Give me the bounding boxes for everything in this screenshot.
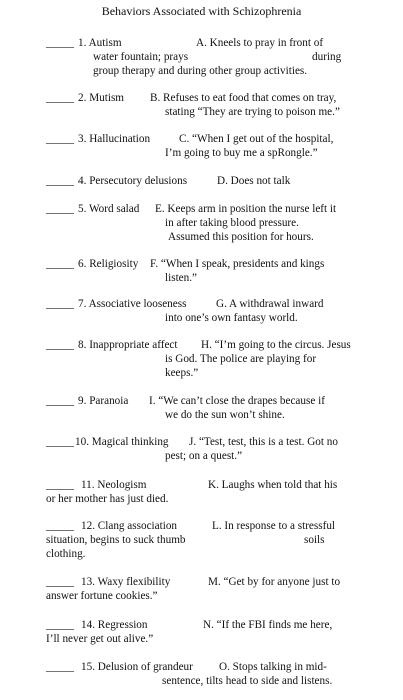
- term-5: 5. Word salad: [78, 203, 140, 215]
- term-1: 1. Autism: [78, 37, 122, 49]
- definition-o-line-1: O. Stops talking in mid-: [219, 661, 327, 673]
- answer-blank-7[interactable]: _____: [46, 298, 74, 310]
- answer-blank-4[interactable]: _____: [46, 175, 74, 187]
- definition-c-line-2: I’m going to buy me a spRongle.”: [165, 147, 318, 159]
- answer-blank-11[interactable]: _____: [46, 479, 74, 491]
- answer-blank-2[interactable]: _____: [46, 92, 74, 104]
- definition-h-line-1: H. “I’m going to the circus. Jesus: [201, 339, 351, 351]
- definition-m-line-2: answer fortune cookies.”: [46, 590, 158, 602]
- definition-i-line-2: we do the sun won’t shine.: [165, 409, 285, 421]
- term-9: 9. Paranoia: [78, 395, 129, 407]
- definition-a-line-3: during: [312, 51, 342, 63]
- answer-blank-12[interactable]: _____: [46, 520, 74, 532]
- definition-e-line-2: in after taking blood pressure.: [165, 217, 299, 229]
- definition-d-line-1: D. Does not talk: [217, 175, 291, 187]
- answer-blank-5[interactable]: _____: [46, 203, 74, 215]
- definition-b-line-2: stating “They are trying to poison me.”: [165, 106, 340, 118]
- answer-blank-1[interactable]: _____: [46, 37, 74, 49]
- definition-h-line-3: keeps.”: [165, 367, 199, 379]
- answer-blank-8[interactable]: _____: [46, 339, 74, 351]
- definition-k-line-1: K. Laughs when told that his: [208, 479, 338, 491]
- definition-o-line-2: sentence, tilts head to side and listens.: [162, 675, 333, 687]
- definition-i-line-1: I. “We can’t close the drapes because if: [149, 395, 325, 407]
- definition-h-line-2: is God. The police are playing for: [165, 353, 317, 365]
- definition-a-line-2: water fountain; prays: [93, 51, 189, 63]
- term-13: 13. Waxy flexibility: [81, 576, 171, 588]
- term-8: 8. Inappropriate affect: [78, 339, 178, 351]
- definition-a-line-4: group therapy and during other group activities.: [93, 65, 308, 77]
- definition-e-line-3: Assumed this position for hours.: [168, 231, 314, 243]
- term-2: 2. Mutism: [78, 92, 125, 104]
- term-14: 14. Regression: [81, 619, 148, 631]
- definition-f-line-2: listen.”: [165, 272, 198, 284]
- definition-l-line-4: clothing.: [46, 548, 86, 560]
- answer-blank-3[interactable]: _____: [46, 133, 74, 145]
- definition-e-line-1: E. Keeps arm in position the nurse left it: [155, 203, 337, 215]
- definition-g-line-1: G. A withdrawal inward: [216, 298, 324, 310]
- term-4: 4. Persecutory delusions: [78, 175, 188, 187]
- definition-l-line-2: situation, begins to suck thumb: [46, 534, 186, 546]
- answer-blank-14[interactable]: _____: [46, 619, 74, 631]
- definition-m-line-1: M. “Get by for anyone just to: [208, 576, 341, 588]
- answer-blank-13[interactable]: _____: [46, 576, 74, 588]
- term-15: 15. Delusion of grandeur: [81, 661, 193, 673]
- term-6: 6. Religiosity: [78, 258, 139, 270]
- worksheet-title: Behaviors Associated with Schizophrenia: [101, 4, 302, 18]
- answer-blank-15[interactable]: _____: [46, 661, 74, 673]
- definition-a-line-1: A. Kneels to pray in front of: [196, 37, 324, 49]
- definition-k-line-2: or her mother has just died.: [46, 493, 169, 505]
- answer-blank-6[interactable]: _____: [46, 258, 74, 270]
- term-3: 3. Hallucination: [78, 133, 151, 145]
- definition-j-line-2: pest; on a quest.”: [165, 450, 243, 462]
- definition-g-line-2: into one’s own fantasy world.: [165, 312, 298, 324]
- answer-blank-10[interactable]: _____: [46, 436, 74, 448]
- definition-c-line-1: C. “When I get out of the hospital,: [179, 133, 334, 145]
- definition-l-line-3: soils: [304, 534, 325, 546]
- term-10: 10. Magical thinking: [75, 436, 169, 448]
- definition-f-line-1: F. “When I speak, presidents and kings: [150, 258, 325, 270]
- term-11: 11. Neologism: [81, 479, 147, 491]
- definition-b-line-1: B. Refuses to eat food that comes on tray,: [150, 92, 337, 104]
- answer-blank-9[interactable]: _____: [46, 395, 74, 407]
- term-7: 7. Associative looseness: [78, 298, 187, 310]
- definition-n-line-2: I’ll never get out alive.”: [46, 633, 154, 645]
- definition-j-line-1: J. “Test, test, this is a test. Got no: [189, 436, 338, 448]
- definition-l-line-1: L. In response to a stressful: [212, 520, 336, 532]
- definition-n-line-1: N. “If the FBI finds me here,: [203, 619, 333, 631]
- term-12: 12. Clang association: [81, 520, 178, 532]
